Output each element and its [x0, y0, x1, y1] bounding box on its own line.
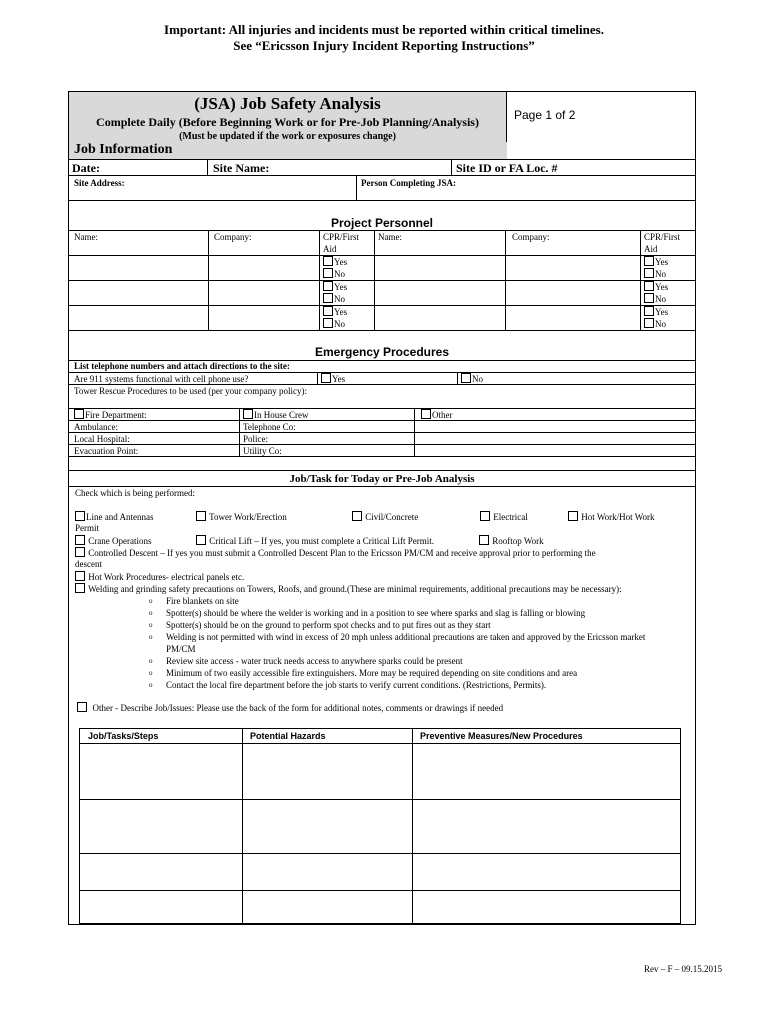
cpr-line-1: CPR/First [323, 232, 360, 242]
notice-line-2: See “Ericsson Injury Incident Reporting Instructions” [233, 38, 535, 53]
notice-line-1: Important: All injuries and incidents must be reported within critical timelines. [164, 22, 604, 37]
personnel-cpr-cell [640, 281, 695, 305]
other-describe-label: Other - Describe Job/Issues: Please use the back of the form for additional notes, comments or drawings if needed [92, 703, 504, 713]
crane-option[interactable] [75, 535, 151, 546]
personnel-name-cell[interactable] [69, 281, 208, 305]
no-label: No [655, 319, 666, 329]
q911-yes [317, 373, 457, 384]
date-field[interactable]: Date: [72, 161, 100, 175]
no-label: No [655, 269, 666, 279]
divider [69, 200, 695, 201]
other-describe-option[interactable] [77, 702, 503, 713]
tower-rescue-row [69, 384, 695, 408]
site-name-field[interactable]: Site Name: [207, 160, 451, 175]
q911-no [457, 373, 695, 384]
descent-text: descent [75, 559, 102, 569]
row-divider [80, 890, 680, 891]
row-divider [80, 743, 680, 744]
project-personnel-title: Project Personnel [330, 216, 434, 230]
personnel-company-cell[interactable] [208, 281, 319, 305]
personnel-cpr-cell [640, 306, 695, 330]
ambulance-field[interactable]: Ambulance: [74, 422, 118, 432]
no-label: No [655, 294, 666, 304]
line-antennas-label: Line and Antennas [86, 512, 154, 522]
hot-work-option[interactable] [568, 511, 654, 522]
civil-option[interactable] [352, 511, 418, 522]
personnel-cpr-cell [319, 281, 374, 305]
list-item: o Review site access - water truck needs access to anywhere sparks could be present [149, 655, 669, 667]
list-phone-instructions: List telephone numbers and attach directions to the site: [74, 361, 290, 371]
q911-row [69, 372, 695, 384]
list-item: o Contact the local fire department before the job starts to verify current conditions. (Restrictions, Permits). [149, 679, 669, 691]
civil-label: Civil/Concrete [365, 512, 419, 522]
row-divider [80, 799, 680, 800]
fire-department-field[interactable] [69, 409, 239, 420]
no-checkbox[interactable] [644, 293, 654, 303]
person-completing-field[interactable]: Person Completing JSA: [356, 176, 695, 200]
yes-checkbox[interactable] [644, 306, 654, 316]
yes-checkbox[interactable] [323, 281, 333, 291]
blank-cell[interactable] [414, 445, 695, 456]
personnel-row [69, 255, 695, 280]
emergency-procedures-title: Emergency Procedures [314, 345, 450, 359]
blank-cell[interactable] [414, 433, 695, 444]
address-row [69, 175, 695, 200]
welding-option[interactable] [75, 583, 691, 594]
crane-label: Crane Operations [88, 536, 152, 546]
emergency-row [69, 432, 695, 444]
cpr-line-2: Aid [644, 244, 658, 254]
personnel-name-header-2: Name: [374, 231, 505, 255]
controlled-descent-checkbox[interactable] [75, 547, 85, 557]
row-divider [80, 853, 680, 854]
hot-work-label: Hot Work/Hot Work [581, 512, 655, 522]
job-information-heading: Job Information [69, 142, 507, 160]
list-item: o Fire blankets on site [149, 595, 669, 607]
telephone-co-field[interactable]: Telephone Co: [239, 421, 414, 432]
q911-yes-label: Yes [332, 374, 346, 384]
revision-footer: Rev – F – 09.15.2015 [644, 964, 723, 974]
yes-checkbox[interactable] [644, 281, 654, 291]
yes-checkbox[interactable] [323, 306, 333, 316]
q911-question: Are 911 systems functional with cell phone use? [74, 374, 249, 384]
no-label: No [334, 269, 345, 279]
no-checkbox[interactable] [323, 293, 333, 303]
personnel-row [69, 305, 695, 330]
col-job-tasks-header: Job/Tasks/Steps [88, 731, 159, 741]
critical-lift-label: Critical Lift – If yes, you must complete a Critical Lift Permit. [209, 536, 434, 546]
welding-checkbox[interactable] [75, 583, 85, 593]
welding-precautions-list [149, 595, 669, 691]
divider [69, 456, 695, 457]
job-info-row [69, 159, 695, 175]
personnel-company-cell[interactable] [505, 256, 640, 280]
rooftop-label: Rooftop Work [492, 536, 544, 546]
no-label: No [334, 319, 345, 329]
in-house-checkbox[interactable] [243, 409, 253, 419]
utility-co-field[interactable]: Utility Co: [239, 445, 414, 456]
in-house-crew-field[interactable] [239, 409, 414, 420]
personnel-cpr-header-2 [640, 231, 695, 255]
personnel-company-header: Company: [208, 231, 319, 255]
cpr-line-1: CPR/First [644, 232, 681, 242]
check-instruction: Check which is being performed: [75, 488, 195, 498]
list-item: o Minimum of two easily accessible fire extinguishers. More may be required depending on site conditions and area [149, 667, 669, 679]
no-checkbox[interactable] [323, 318, 333, 328]
emergency-row [69, 444, 695, 456]
personnel-cpr-cell [319, 306, 374, 330]
yes-checkbox[interactable] [644, 256, 654, 266]
personnel-name-cell[interactable] [374, 256, 505, 280]
personnel-name-header: Name: [74, 232, 98, 242]
tower-rescue-field[interactable]: Tower Rescue Procedures to be used (per your company policy): [74, 386, 308, 396]
hazard-table [79, 728, 681, 924]
crane-checkbox[interactable] [75, 535, 85, 545]
blank-cell[interactable] [414, 421, 695, 432]
police-field[interactable]: Police: [239, 433, 414, 444]
job-task-title: Job/Task for Today or Pre-Job Analysis [289, 473, 475, 485]
form-subtitle: Complete Daily (Before Beginning Work or for Pre-Job Planning/Analysis) [96, 115, 479, 129]
form-title: (JSA) Job Safety Analysis [194, 94, 381, 113]
list-item: o Spotter(s) should be where the welder is working and in a position to see where sparks and slag is falling or blowing [149, 607, 669, 619]
personnel-company-header-2: Company: [505, 231, 640, 255]
welding-label: Welding and grinding safety precautions on Towers, Roofs, and ground.(These are minimal requirements, additional precautions may be necessary): [88, 584, 622, 594]
cpr-line-2: Aid [323, 244, 337, 254]
column-divider [412, 729, 413, 923]
q911-yes-checkbox[interactable] [321, 373, 331, 383]
personnel-name-cell[interactable] [69, 256, 208, 280]
civil-checkbox[interactable] [352, 511, 362, 521]
hot-work-checkbox[interactable] [568, 511, 578, 521]
no-checkbox[interactable] [644, 318, 654, 328]
personnel-row [69, 280, 695, 305]
local-hospital-field[interactable]: Local Hospital: [74, 434, 130, 444]
personnel-company-cell[interactable] [505, 281, 640, 305]
evacuation-point-field[interactable]: Evacuation Point: [74, 446, 139, 456]
col-preventive-measures-header: Preventive Measures/New Procedures [420, 731, 583, 741]
personnel-company-cell[interactable] [208, 256, 319, 280]
no-checkbox[interactable] [644, 268, 654, 278]
personnel-company-cell[interactable] [208, 306, 319, 330]
site-address-field[interactable]: Site Address: [74, 178, 125, 188]
other-describe-checkbox[interactable] [77, 702, 87, 712]
list-item: o Spotter(s) should be on the ground to perform spot checks and to put fires out as they start [149, 619, 669, 631]
page-number: Page 1 of 2 [514, 108, 576, 122]
critical-lift-option[interactable] [196, 535, 434, 546]
personnel-name-cell[interactable] [69, 306, 208, 330]
fire-dept-checkbox[interactable] [74, 409, 84, 419]
divider [69, 470, 695, 471]
no-label: No [334, 294, 345, 304]
other-label: Other [432, 410, 453, 420]
hot-work-proc-checkbox[interactable] [75, 571, 85, 581]
personnel-name-cell[interactable] [374, 306, 505, 330]
yes-label: Yes [334, 282, 348, 292]
q911-no-label: No [472, 374, 483, 384]
tower-work-checkbox[interactable] [196, 511, 206, 521]
yes-label: Yes [334, 257, 348, 267]
column-divider [242, 729, 243, 923]
col-potential-hazards-header: Potential Hazards [250, 731, 326, 741]
divider [69, 486, 695, 487]
other-checkbox[interactable] [421, 409, 431, 419]
list-phone-row [69, 360, 695, 372]
divider [69, 330, 695, 331]
yes-checkbox[interactable] [323, 256, 333, 266]
critical-lift-checkbox[interactable] [196, 535, 206, 545]
rooftop-option[interactable] [479, 535, 544, 546]
line-antennas-checkbox[interactable] [75, 511, 85, 521]
personnel-company-cell[interactable] [505, 306, 640, 330]
emergency-row [69, 420, 695, 432]
no-checkbox[interactable] [323, 268, 333, 278]
important-notice [0, 22, 768, 54]
tower-work-option[interactable] [196, 511, 287, 522]
in-house-label: In House Crew [254, 410, 309, 420]
hot-work-proc-option[interactable] [75, 571, 244, 582]
tower-work-label: Tower Work/Erection [209, 512, 287, 522]
yes-label: Yes [655, 282, 669, 292]
site-id-field[interactable]: Site ID or FA Loc. # [451, 160, 695, 175]
other-field[interactable] [414, 409, 695, 420]
personnel-header-row [69, 230, 695, 255]
rooftop-checkbox[interactable] [479, 535, 489, 545]
yes-label: Yes [334, 307, 348, 317]
controlled-descent-label: Controlled Descent – If yes you must submit a Controlled Descent Plan to the Ericsson PM/CM and receive approval prior to performing the [88, 548, 596, 558]
personnel-cpr-cell [640, 256, 695, 280]
list-item: o Welding is not permitted with wind in excess of 20 mph unless additional precautions are taken and approved by the Ericsson market PM/CM [149, 631, 669, 655]
fire-dept-label: Fire Department: [85, 410, 147, 420]
line-antennas-option[interactable] [75, 511, 153, 522]
electrical-label: Electrical [493, 512, 528, 522]
personnel-name-cell[interactable] [374, 281, 505, 305]
form-note: (Must be updated if the work or exposures change) [179, 131, 396, 142]
permit-text: Permit [75, 523, 99, 533]
electrical-option[interactable] [480, 511, 528, 522]
hot-work-proc-label: Hot Work Procedures- electrical panels etc. [88, 572, 245, 582]
personnel-cpr-header [319, 231, 374, 255]
q911-no-checkbox[interactable] [461, 373, 471, 383]
yes-label: Yes [655, 307, 669, 317]
yes-label: Yes [655, 257, 669, 267]
jsa-form [68, 91, 696, 925]
controlled-descent-option[interactable] [75, 547, 685, 558]
emergency-row [69, 408, 695, 420]
electrical-checkbox[interactable] [480, 511, 490, 521]
personnel-cpr-cell [319, 256, 374, 280]
